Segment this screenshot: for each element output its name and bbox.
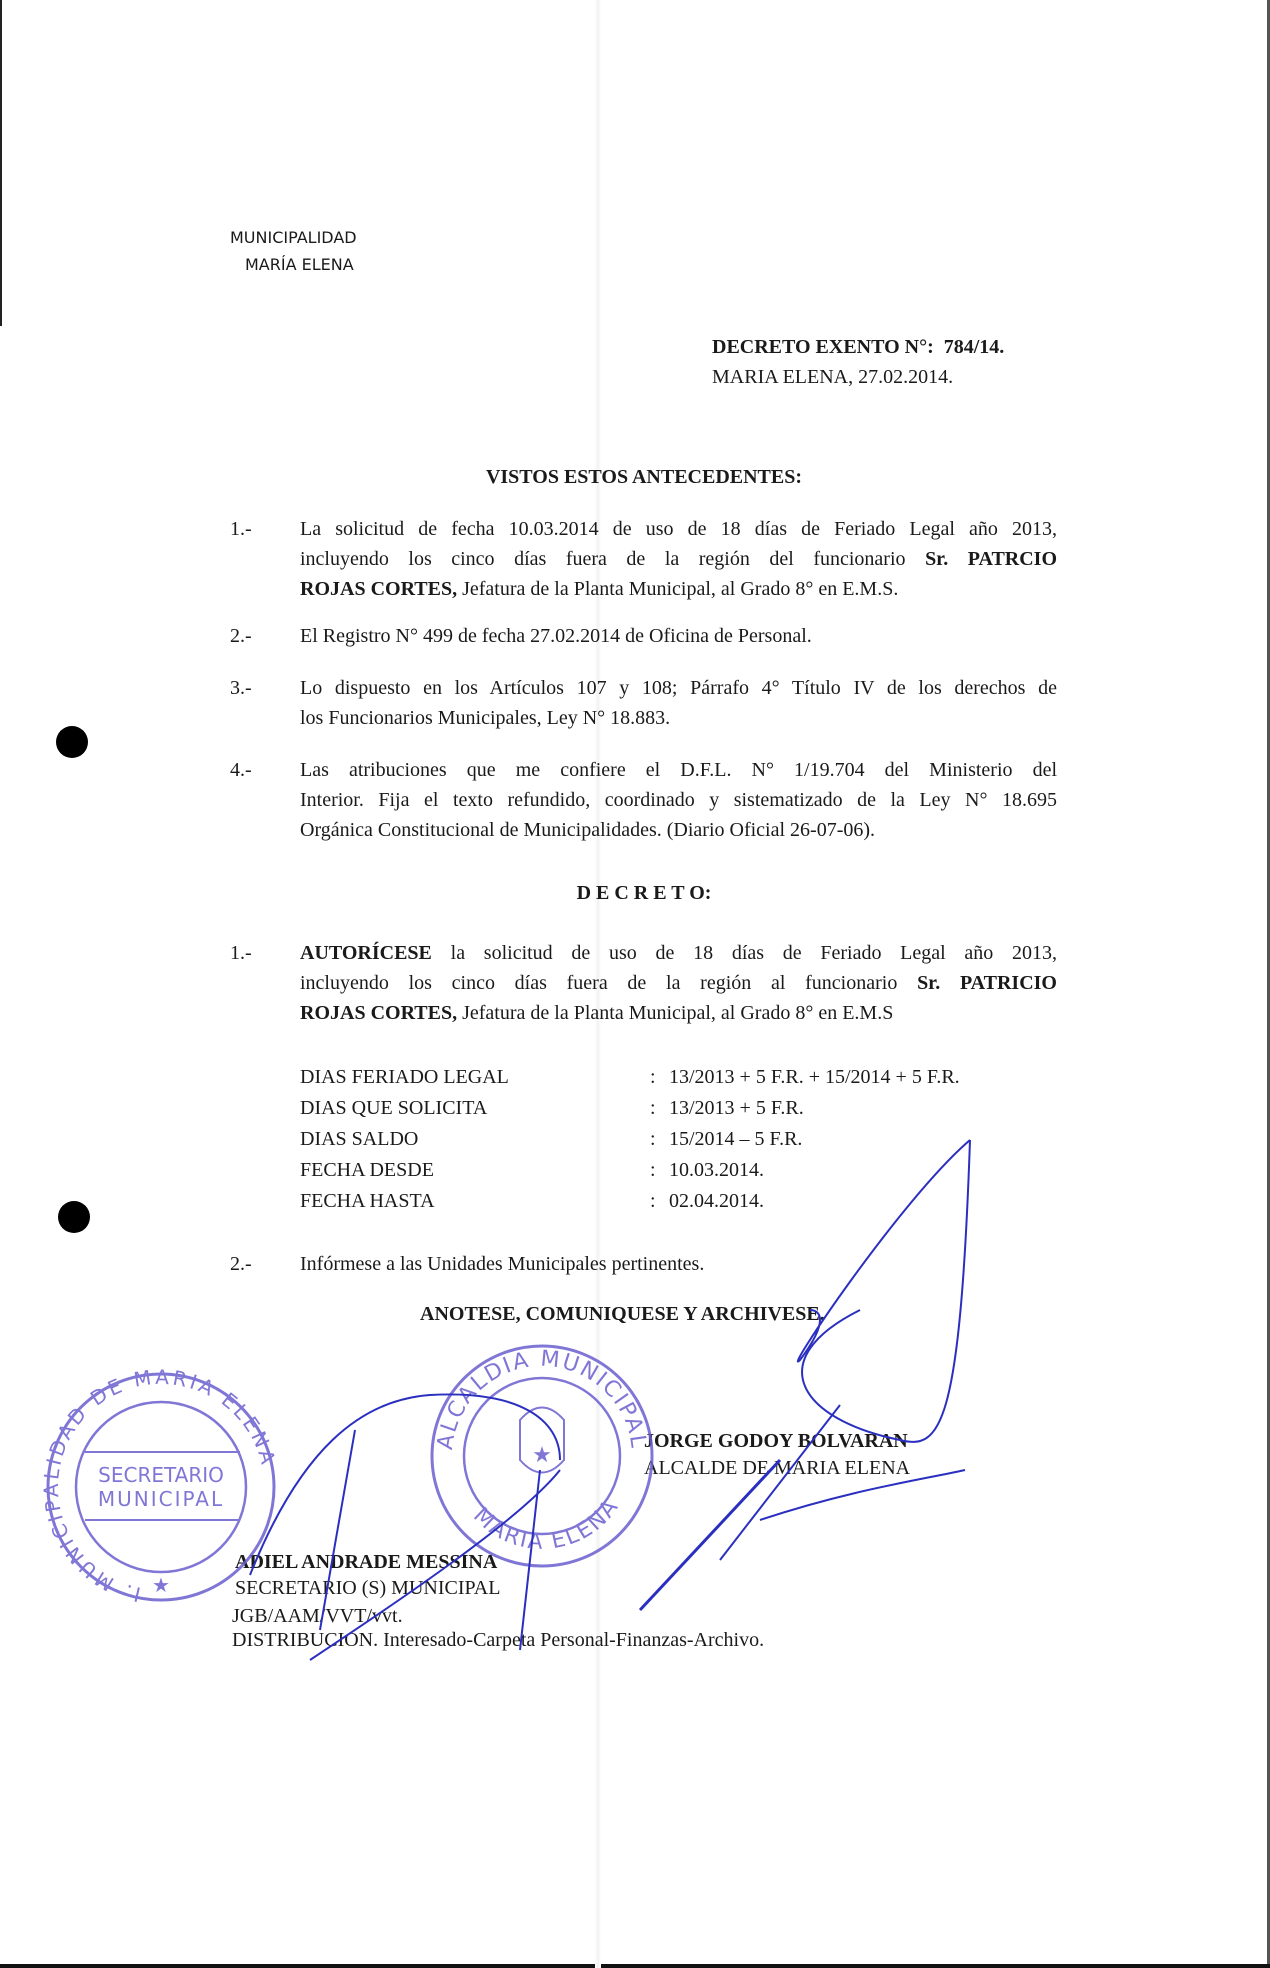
- bold-text: Sr. PATRICIO: [917, 972, 1057, 994]
- table-value: 13/2013 + 5 F.R.: [669, 1097, 804, 1119]
- table-colon: :: [650, 1159, 656, 1181]
- table-label: DIAS FERIADO LEGAL: [300, 1066, 509, 1088]
- secretary-stamp: [39, 1365, 281, 1607]
- table-value: 02.04.2014.: [669, 1190, 764, 1212]
- text-segment: Jefatura de la Planta Municipal, al Grado 8° en E.M.S: [462, 1002, 894, 1024]
- closing-formula: ANOTESE, COMUNIQUESE Y ARCHIVESE.: [420, 1303, 825, 1325]
- item-number: 1.-: [230, 942, 252, 964]
- initials: JGB/AAM/VVT/vvt.: [232, 1605, 403, 1627]
- item-number: 1.-: [230, 518, 252, 540]
- svg-text:MARIA ELENA: [468, 1494, 624, 1555]
- distribution: DISTRIBUCION. Interesado-Carpeta Personal-Finanzas-Archivo.: [232, 1629, 765, 1651]
- bold-text: Sr. PATRCIO: [925, 548, 1058, 570]
- bold-text: ROJAS CORTES,: [300, 1002, 458, 1024]
- text-segment: Interior. Fija el texto refundido, coordinado y sistematizado de la Ley N° 18.695: [300, 789, 1057, 811]
- org-name: MUNICIPALIDAD: [230, 228, 357, 247]
- stamp-text: SECRETARIO: [98, 1463, 224, 1487]
- stamp-ring-text: MARIA ELENA: [468, 1493, 625, 1556]
- signature-mayor: [640, 1140, 970, 1610]
- secretary-name: ADIEL ANDRADE MESSINA: [235, 1551, 498, 1573]
- text-segment: Jefatura de la Planta Municipal, al Grado 8° en E.M.S.: [462, 578, 899, 600]
- svg-text:★: ★: [532, 1442, 552, 1467]
- text-segment: la solicitud de uso de 18 días de Feriado Legal año 2013,: [450, 942, 1058, 964]
- table-label: FECHA DESDE: [300, 1159, 434, 1181]
- table-label: DIAS QUE SOLICITA: [300, 1097, 488, 1119]
- table-colon: :: [650, 1128, 656, 1150]
- stamp-ring-text: ALCALDIA MUNICIPAL: [433, 1346, 651, 1452]
- text-segment: Las atribuciones que me confiere el D.F.L. N° 1/19.704 del Ministerio del: [300, 759, 1057, 781]
- org-city: MARÍA ELENA: [245, 255, 354, 274]
- table-value: 15/2014 – 5 F.R.: [669, 1128, 803, 1150]
- vistos-heading: VISTOS ESTOS ANTECEDENTES:: [485, 466, 803, 488]
- item-number: 2.-: [230, 1253, 252, 1275]
- stamp-text: MUNICIPAL: [97, 1487, 225, 1511]
- text-segment: El Registro N° 499 de fecha 27.02.2014 de Oficina de Personal.: [300, 625, 812, 647]
- text-segment: Orgánica Constitucional de Municipalidades. (Diario Oficial 26-07-06).: [300, 819, 876, 841]
- table-colon: :: [650, 1190, 656, 1212]
- mayor-name: JORGE GODOY BOLVARAN: [644, 1430, 908, 1452]
- item-number: 3.-: [230, 677, 252, 699]
- item-text: Infórmese a las Unidades Municipales pertinentes.: [300, 1253, 705, 1275]
- item-number: 4.-: [230, 759, 252, 781]
- table-colon: :: [650, 1066, 656, 1088]
- stamp-ring-text: I. MUNICIPALIDAD DE MARIA ELENA: [38, 1364, 281, 1607]
- text-segment: incluyendo los cinco días fuera de la región del funcionario: [300, 548, 926, 570]
- place-date: MARIA ELENA, 27.02.2014.: [712, 366, 954, 388]
- decreto-heading: D E C R E T O:: [576, 882, 712, 904]
- bold-text: ROJAS CORTES,: [300, 578, 458, 600]
- table-label: FECHA HASTA: [300, 1190, 435, 1212]
- item-number: 2.-: [230, 625, 252, 647]
- text-segment: La solicitud de fecha 10.03.2014 de uso de 18 días de Feriado Legal año 2013,: [300, 518, 1057, 540]
- text-segment: Lo dispuesto en los Artículos 107 y 108; Párrafo 4° Título IV de los derechos de: [300, 677, 1057, 699]
- table-colon: :: [650, 1097, 656, 1119]
- table-value: 13/2013 + 5 F.R. + 15/2014 + 5 F.R.: [669, 1066, 960, 1088]
- secretary-title: SECRETARIO (S) MUNICIPAL: [235, 1577, 501, 1599]
- decree-number-value: 784/14.: [943, 336, 1005, 358]
- table-label: DIAS SALDO: [300, 1128, 419, 1150]
- mayor-stamp: [432, 1346, 652, 1566]
- decree-number-label: DECRETO EXENTO N°:: [712, 336, 934, 358]
- table-value: 10.03.2014.: [669, 1159, 764, 1181]
- star-icon: ★: [152, 1575, 170, 1597]
- text-segment: los Funcionarios Municipales, Ley N° 18.883.: [300, 707, 671, 729]
- bold-text: AUTORÍCESE: [300, 942, 432, 964]
- mayor-title: ALCALDE DE MARIA ELENA: [644, 1457, 911, 1479]
- text-segment: incluyendo los cinco días fuera de la región al funcionario: [300, 972, 918, 994]
